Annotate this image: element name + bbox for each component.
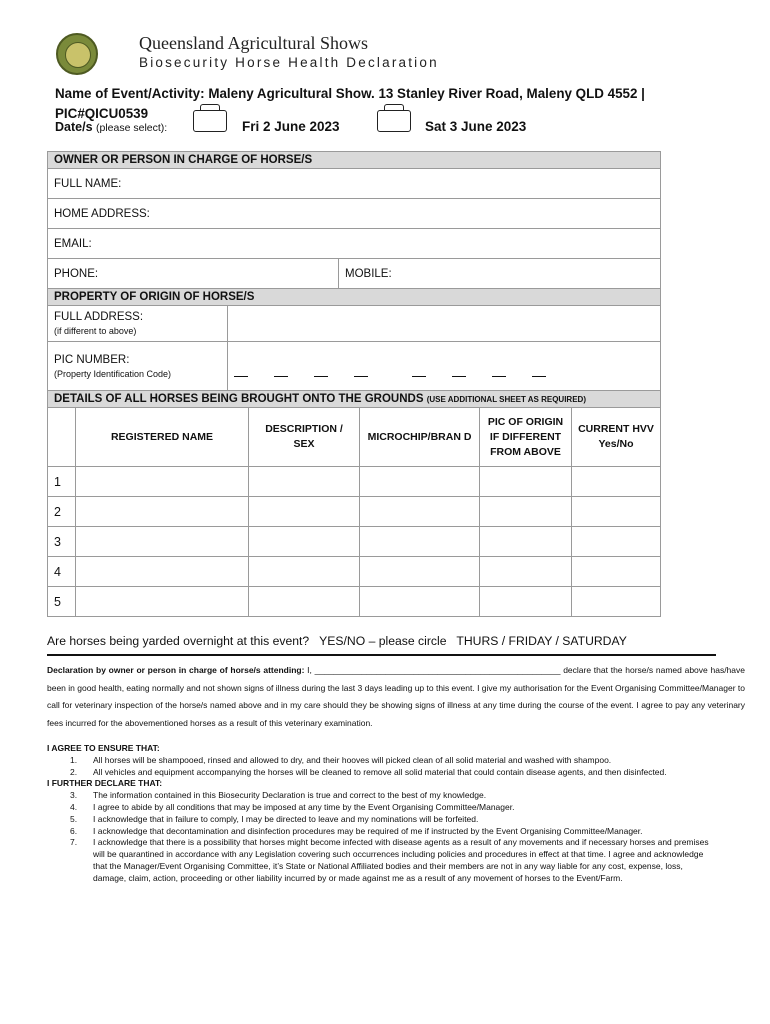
declaration-lead: Declaration by owner or person in charge of horse/s attending: <box>47 665 305 675</box>
description-cell[interactable] <box>249 497 360 527</box>
ensure-heading: I AGREE TO ENSURE THAT: <box>47 743 160 753</box>
overnight-question: Are horses being yarded overnight at this event? YES/NO – please circle THURS / FRIDAY / SATURDAY <box>47 634 627 648</box>
list-item: 3. The information contained in this Biosecurity Declaration is true and correct to the best of my knowledge. <box>70 790 487 801</box>
declaration-text: I, ____________________________________________________ declare that the horse/s named above has/have been in good health, eating normally and not shown signs of illness during the last 3 days leading up to this event. I give my authorisation for the Event Organising Committee/Manager to call for veterinary inspection of the horse/s named above and in my care should they be showing signs of illness at any time during the course of the event. I agree to pay any veterinary fees incurred for the abovementioned horses as a result of this veterinary examination. <box>47 665 745 728</box>
hvv-cell[interactable] <box>572 497 661 527</box>
event-pic: PIC#QICU0539 <box>55 106 149 121</box>
phone-field[interactable]: PHONE: <box>48 259 339 289</box>
col-registered-name: REGISTERED NAME <box>76 408 249 467</box>
dates-hint: (please select): <box>96 122 168 134</box>
list-item: 4. I agree to abide by all conditions that may be imposed at any time by the Event Organising Committee/Manager. <box>70 801 515 812</box>
show-society-logo-icon <box>56 33 98 75</box>
document-title: Biosecurity Horse Health Declaration <box>139 55 439 70</box>
list-item: 6. I acknowledge that decontamination and disinfection procedures may be required of me if instructed by the Event Organising Committee/Manager. <box>70 825 643 836</box>
microchip-cell[interactable] <box>360 497 480 527</box>
owner-heading: OWNER OR PERSON IN CHARGE OF HORSE/S <box>48 152 661 169</box>
pic-origin-cell[interactable] <box>480 587 572 617</box>
ensure-section <box>47 743 717 885</box>
full-address-hint: (if different to above) <box>54 326 137 336</box>
registered-name-cell[interactable] <box>76 557 249 587</box>
horses-heading-note: (USE ADDITIONAL SHEET AS REQUIRED) <box>426 395 586 404</box>
pic-number-input[interactable] <box>228 342 661 391</box>
table-row <box>48 557 661 587</box>
mobile-field[interactable]: MOBILE: <box>339 259 661 289</box>
microchip-cell[interactable] <box>360 527 480 557</box>
pic-number-label: PIC NUMBER: (Property Identification Code) <box>48 342 228 391</box>
list-item: 7. I acknowledge that there is a possibility that horses might become infected with disease agents as a result of any movements and if necessary horses and premises will be quarantined in accordance with any Legislation covering such occurrences including policies and procedures in effect at that time. I agree and acknowledge that the Manager/Event Organising Committee, it’s State or National Affiliated bodies and their members are not in any way liable for any cost, expense, loss, damage, claim, action, proceeding or other liability incurred by or made against me as a result of any movement of horses to the Event/Farm. <box>70 837 709 883</box>
full-address-label: FULL ADDRESS: (if different to above) <box>48 306 228 342</box>
date2-label: Sat 3 June 2023 <box>425 119 527 134</box>
list-item: 5. I acknowledge that in failure to comply, I may be directed to leave and my nominations will be forfeited. <box>70 813 479 824</box>
horses-table <box>47 390 661 617</box>
date1-label: Fri 2 June 2023 <box>242 119 340 134</box>
registered-name-cell[interactable] <box>76 497 249 527</box>
hvv-cell[interactable] <box>572 467 661 497</box>
declaration-paragraph <box>47 662 745 732</box>
row-number: 5 <box>48 587 76 617</box>
hvv-cell[interactable] <box>572 557 661 587</box>
row-number: 1 <box>48 467 76 497</box>
dates-label: Date/s (please select): <box>55 120 168 134</box>
horses-heading: DETAILS OF ALL HORSES BEING BROUGHT ONTO THE GROUNDS (USE ADDITIONAL SHEET AS REQUIRED) <box>48 391 661 408</box>
owner-table <box>47 151 661 306</box>
col-microchip-brand: MICROCHIP/BRAN D <box>360 408 480 467</box>
row-number: 4 <box>48 557 76 587</box>
description-cell[interactable] <box>249 527 360 557</box>
hvv-cell[interactable] <box>572 527 661 557</box>
microchip-cell[interactable] <box>360 557 480 587</box>
property-heading: PROPERTY OF ORIGIN OF HORSE/S <box>48 289 661 306</box>
full-address-input[interactable] <box>228 306 661 342</box>
email-field[interactable]: EMAIL: <box>48 229 661 259</box>
event-line <box>55 86 645 101</box>
pic-origin-cell[interactable] <box>480 497 572 527</box>
event-value: Maleny Agricultural Show. 13 Stanley River Road, Maleny QLD 4552 | <box>208 86 645 101</box>
pic-origin-cell[interactable] <box>480 527 572 557</box>
organisation-name: Queensland Agricultural Shows <box>139 33 368 53</box>
col-pic-of-origin: PIC OF ORIGIN IF DIFFERENT FROM ABOVE <box>480 408 572 467</box>
row-number-header <box>48 408 76 467</box>
col-description-sex: DESCRIPTION / SEX <box>249 408 360 467</box>
divider <box>47 654 716 656</box>
description-cell[interactable] <box>249 557 360 587</box>
pic-origin-cell[interactable] <box>480 467 572 497</box>
pic-number-hint: (Property Identification Code) <box>54 368 172 379</box>
home-address-field[interactable]: HOME ADDRESS: <box>48 199 661 229</box>
registered-name-cell[interactable] <box>76 527 249 557</box>
microchip-cell[interactable] <box>360 587 480 617</box>
row-number: 3 <box>48 527 76 557</box>
list-item: 1. All horses will be shampooed, rinsed and allowed to dry, and their hooves will picked clean of all solid material and washed with shampoo. <box>70 754 612 765</box>
row-number: 2 <box>48 497 76 527</box>
table-row <box>48 467 661 497</box>
description-cell[interactable] <box>249 467 360 497</box>
full-name-field[interactable]: FULL NAME: <box>48 169 661 199</box>
list-item: 2. All vehicles and equipment accompanying the horses will be cleaned to remove all solid material that could contain disease agents, and then disinfected. <box>70 766 667 777</box>
hvv-cell[interactable] <box>572 587 661 617</box>
col-current-hvv: CURRENT HVV Yes/No <box>572 408 661 467</box>
description-cell[interactable] <box>249 587 360 617</box>
date2-checkbox[interactable] <box>377 110 411 132</box>
table-row <box>48 587 661 617</box>
registered-name-cell[interactable] <box>76 587 249 617</box>
date1-checkbox[interactable] <box>193 110 227 132</box>
further-heading: I FURTHER DECLARE THAT: <box>47 778 163 789</box>
table-row <box>48 497 661 527</box>
pic-origin-cell[interactable] <box>480 557 572 587</box>
microchip-cell[interactable] <box>360 467 480 497</box>
event-label: Name of Event/Activity: <box>55 86 205 101</box>
registered-name-cell[interactable] <box>76 467 249 497</box>
table-row <box>48 527 661 557</box>
property-table <box>47 305 661 391</box>
